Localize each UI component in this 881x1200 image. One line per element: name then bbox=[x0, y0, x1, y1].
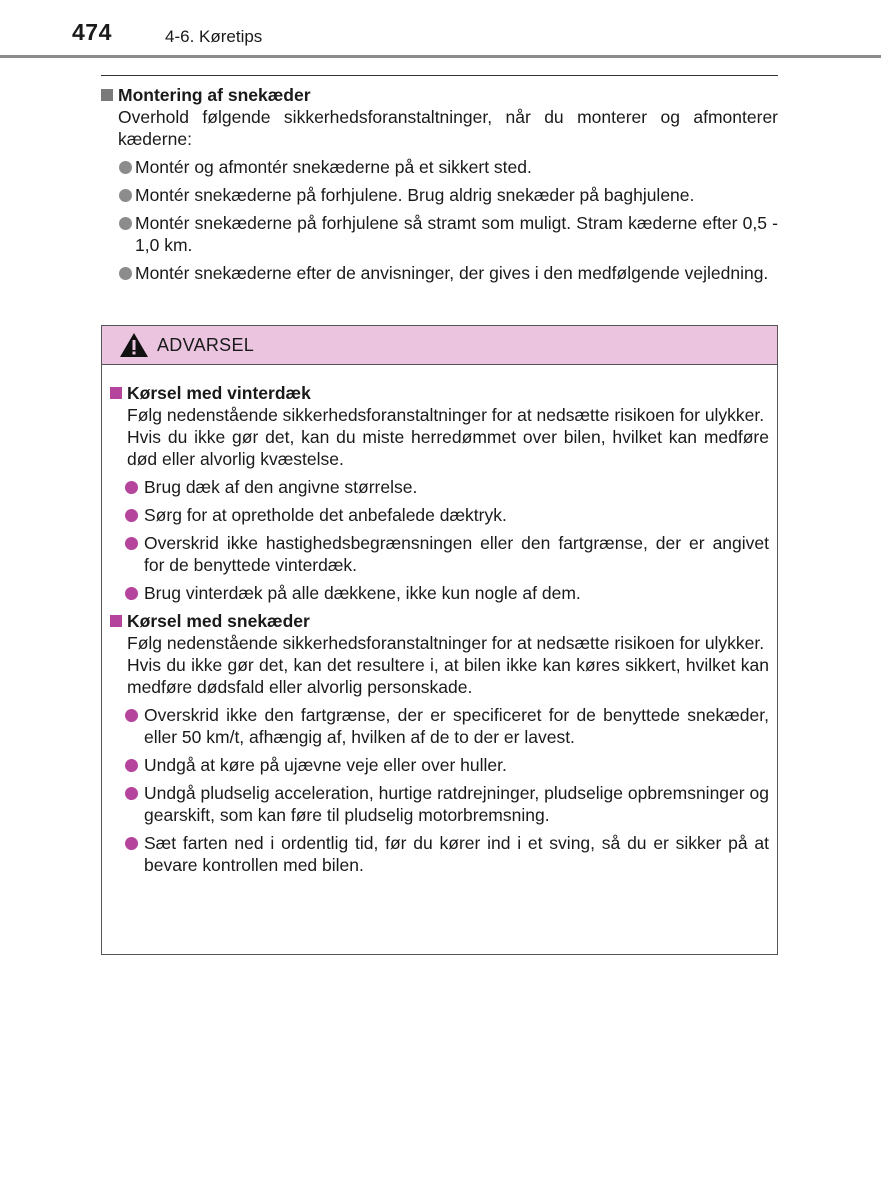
warning-title: ADVARSEL bbox=[157, 334, 255, 355]
bullet-list bbox=[110, 476, 769, 604]
list-item-text: Brug dæk af den angivne størrelse. bbox=[144, 477, 418, 497]
list-item-text: Montér snekæderne på forhjulene. Brug aldrig snekæder på baghjulene. bbox=[135, 185, 695, 205]
list-item bbox=[101, 156, 778, 178]
section-heading bbox=[101, 84, 778, 106]
list-item-text: Montér og afmontér snekæderne på et sikkert sted. bbox=[135, 157, 532, 177]
list-item bbox=[110, 832, 769, 876]
list-item-text: Overskrid ikke den fartgrænse, der er specificeret for de benyttede snekæder, eller 50 km/t, afhængig af, hvilken af de to der er lavest. bbox=[144, 705, 769, 747]
list-item-text: Brug vinterdæk på alle dækkene, ikke kun nogle af dem. bbox=[144, 583, 581, 603]
list-item bbox=[110, 504, 769, 526]
circle-bullet-icon bbox=[125, 709, 138, 722]
montering-section bbox=[101, 75, 778, 284]
list-item bbox=[101, 262, 778, 284]
intro-paragraph: Overhold følgende sikkerhedsforanstaltninger, når du monterer og afmonterer kæderne: bbox=[118, 107, 778, 149]
page-number: 474 bbox=[72, 19, 112, 45]
list-item bbox=[110, 476, 769, 498]
list-item-text: Montér snekæderne på forhjulene så stramt som muligt. Stram kæderne efter 0,5 - 1,0 km. bbox=[135, 213, 778, 255]
list-item-text: Overskrid ikke hastighedsbegrænsningen eller den fartgrænse, der er angivet for de benyttede vinterdæk. bbox=[144, 533, 769, 575]
circle-bullet-icon bbox=[125, 509, 138, 522]
page-header bbox=[0, 0, 881, 58]
section-heading bbox=[110, 610, 769, 632]
list-item bbox=[110, 754, 769, 776]
bullet-list bbox=[110, 704, 769, 876]
list-item-text: Undgå pludselig acceleration, hurtige ratdrejninger, pludselige opbremsninger og gearskift, som kan føre til pludselig motorbremsning. bbox=[144, 783, 769, 825]
circle-bullet-icon bbox=[119, 161, 132, 174]
section-heading bbox=[110, 382, 769, 404]
list-item bbox=[110, 532, 769, 576]
warning-paragraph: Hvis du ikke gør det, kan det resultere i, at bilen ikke kan køres sikkert, hvilket kan medføre dødsfald eller alvorlig personskade. bbox=[127, 655, 769, 697]
list-item bbox=[101, 212, 778, 256]
warning-paragraph: Følg nedenstående sikkerhedsforanstaltninger for at nedsætte risikoen for ulykker. bbox=[127, 633, 765, 653]
warning-paragraph: Følg nedenstående sikkerhedsforanstaltninger for at nedsætte risikoen for ulykker. bbox=[127, 405, 765, 425]
list-item bbox=[110, 704, 769, 748]
square-bullet-icon bbox=[110, 615, 122, 627]
warning-triangle-icon bbox=[119, 332, 149, 358]
square-bullet-icon bbox=[110, 387, 122, 399]
header-rule bbox=[0, 55, 881, 58]
list-item bbox=[110, 582, 769, 604]
circle-bullet-icon bbox=[125, 587, 138, 600]
circle-bullet-icon bbox=[119, 189, 132, 202]
bullet-list bbox=[101, 156, 778, 284]
list-item-text: Sæt farten ned i ordentlig tid, før du kører ind i et sving, så du er sikker på at bevare kontrollen med bilen. bbox=[144, 833, 769, 875]
list-item-text: Sørg for at opretholde det anbefalede dæktryk. bbox=[144, 505, 507, 525]
warning-paragraph: Hvis du ikke gør det, kan du miste herredømmet over bilen, hvilket kan medføre død eller alvorlig kvæstelse. bbox=[127, 427, 769, 469]
heading-text: Montering af snekæder bbox=[118, 85, 311, 105]
circle-bullet-icon bbox=[119, 217, 132, 230]
heading-text: Kørsel med snekæder bbox=[127, 611, 310, 631]
section-divider bbox=[101, 75, 778, 76]
square-bullet-icon bbox=[101, 89, 113, 101]
list-item-text: Montér snekæderne efter de anvisninger, der gives i den medfølgende vejledning. bbox=[135, 263, 769, 283]
warning-body bbox=[102, 365, 777, 876]
circle-bullet-icon bbox=[125, 759, 138, 772]
warning-box bbox=[101, 325, 778, 955]
circle-bullet-icon bbox=[125, 537, 138, 550]
heading-text: Kørsel med vinterdæk bbox=[127, 383, 311, 403]
circle-bullet-icon bbox=[119, 267, 132, 280]
list-item bbox=[101, 184, 778, 206]
section-label: 4-6. Køretips bbox=[165, 27, 263, 46]
circle-bullet-icon bbox=[125, 787, 138, 800]
list-item bbox=[110, 782, 769, 826]
list-item-text: Undgå at køre på ujævne veje eller over huller. bbox=[144, 755, 507, 775]
warning-header bbox=[102, 326, 777, 365]
circle-bullet-icon bbox=[125, 837, 138, 850]
circle-bullet-icon bbox=[125, 481, 138, 494]
